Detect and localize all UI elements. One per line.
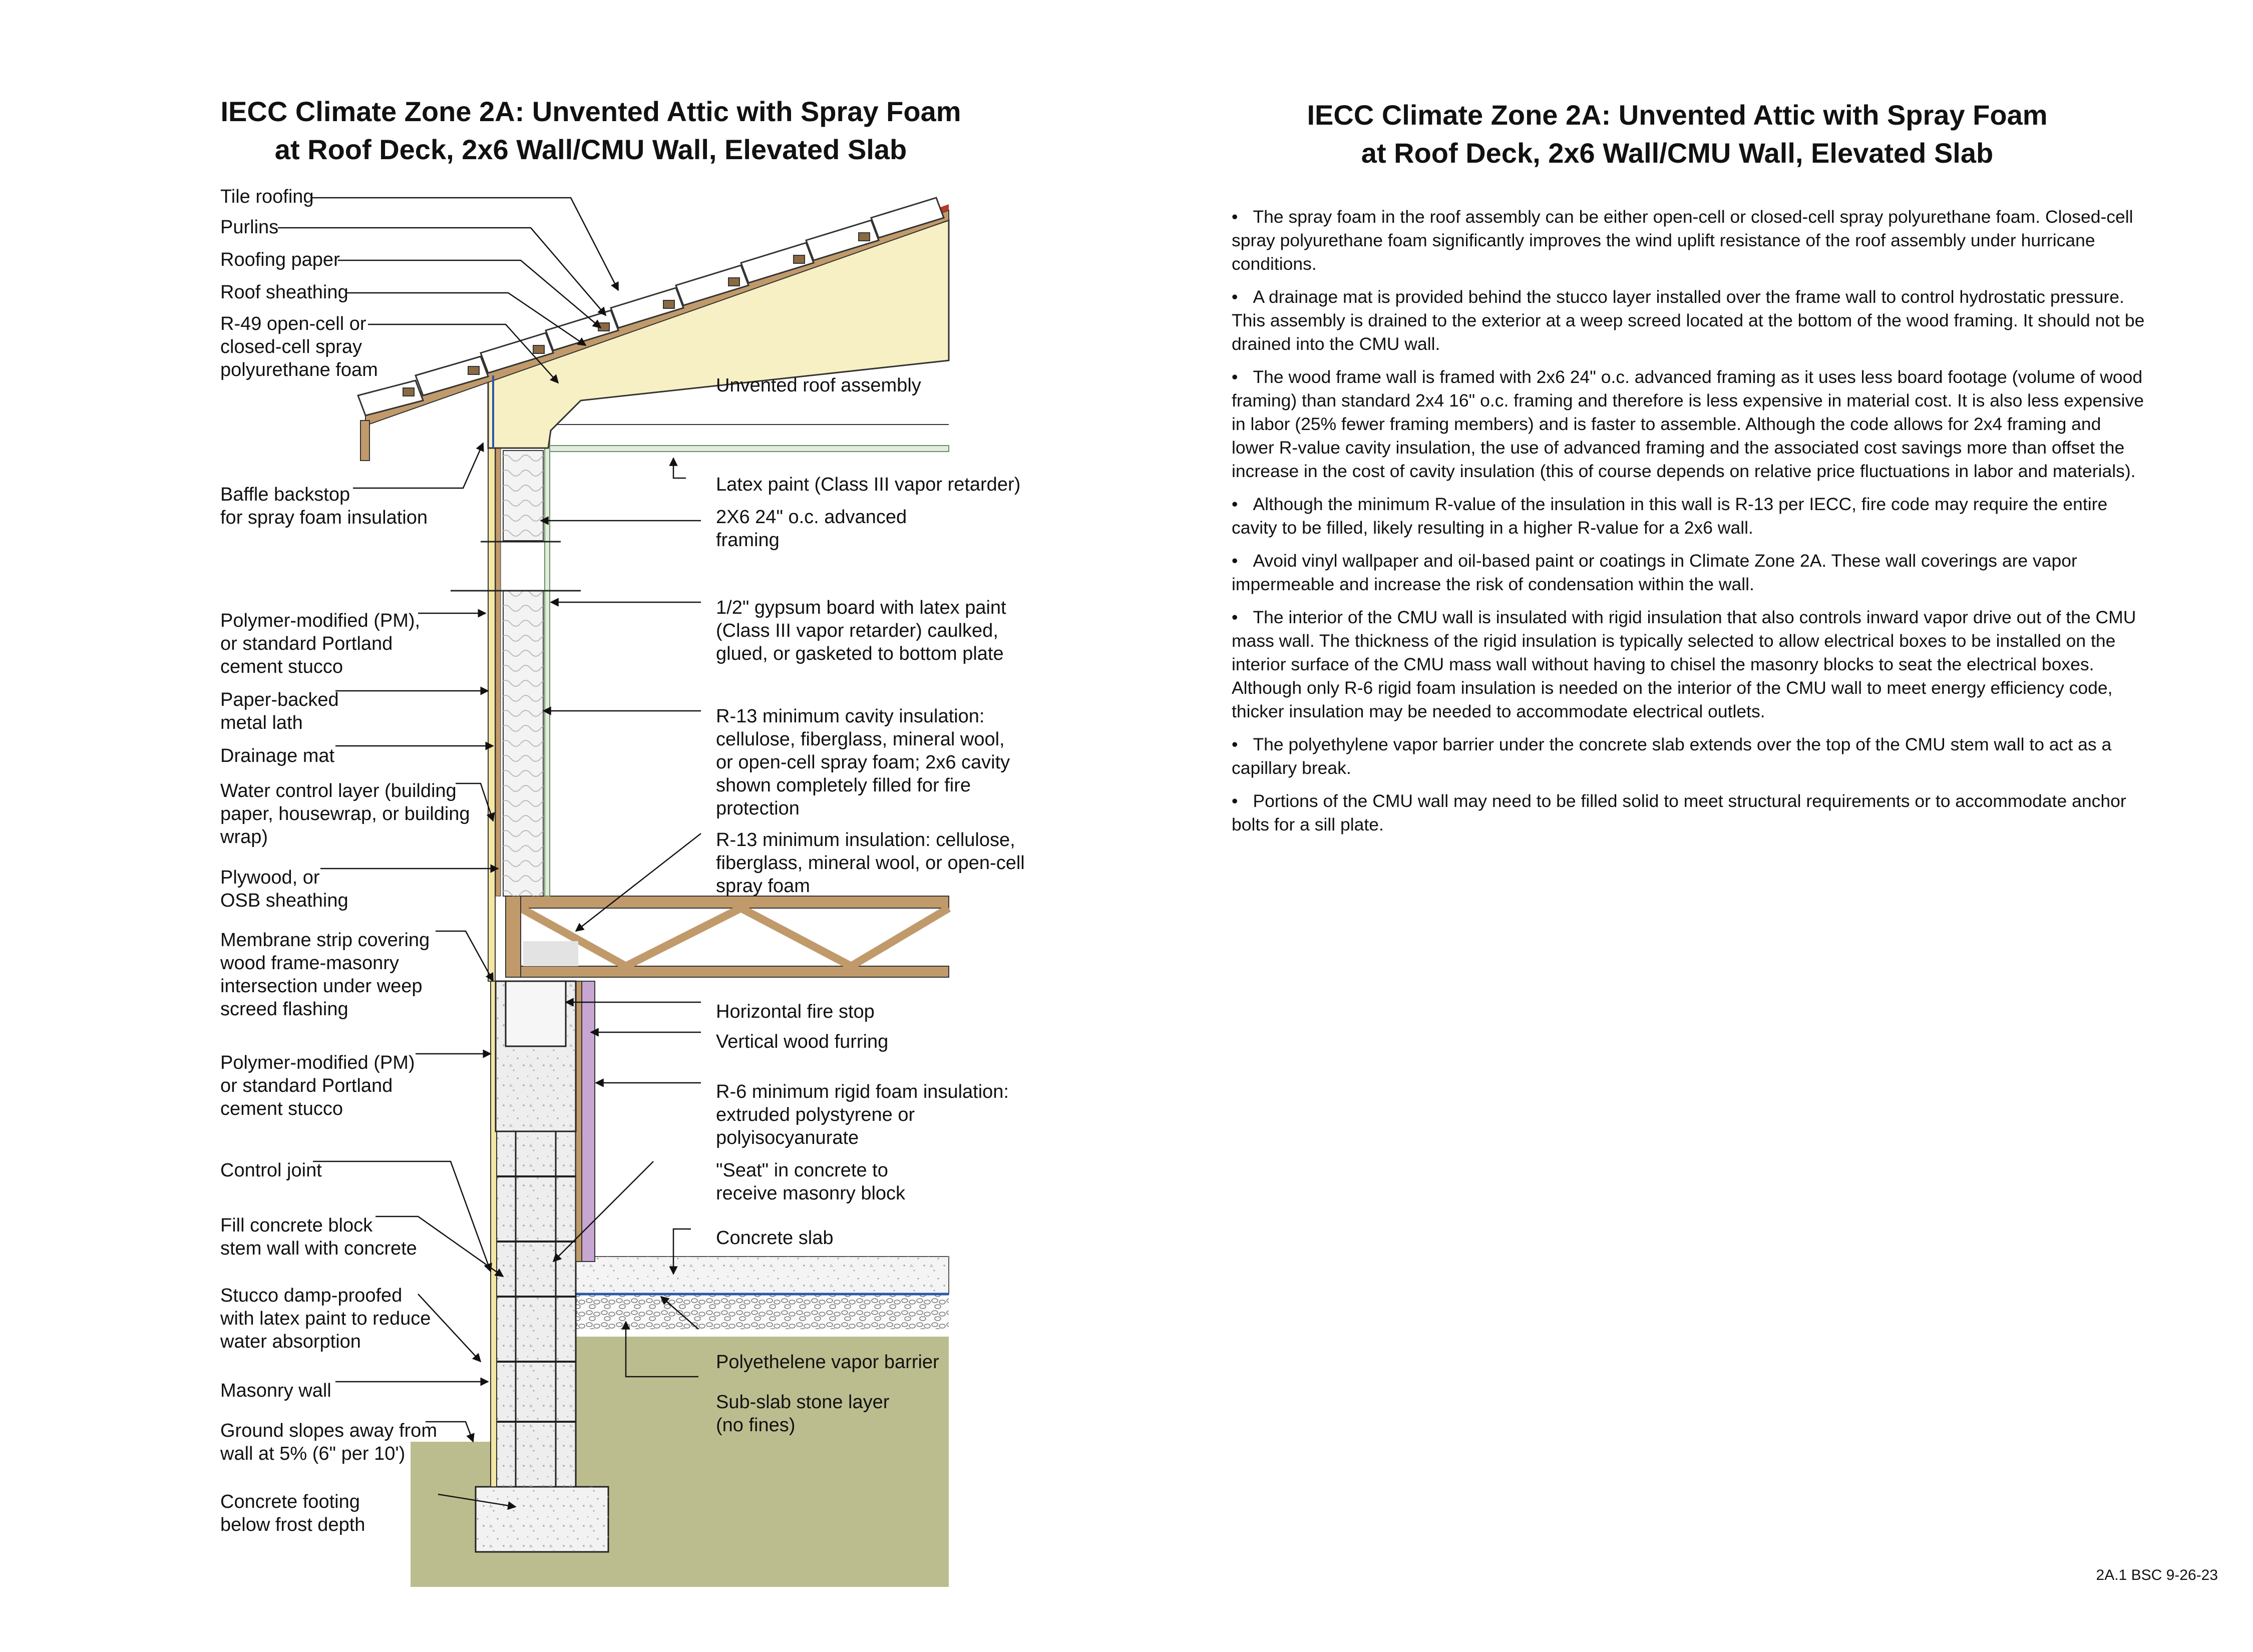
diagram-title-line-2: at Roof Deck, 2x6 Wall/CMU Wall, Elevated Slab xyxy=(274,134,907,165)
right-callout-10 xyxy=(716,1160,906,1204)
right-callout-1-line-1: Unvented roof assembly xyxy=(716,375,921,396)
note-item xyxy=(1232,733,2148,780)
note-item xyxy=(1232,493,2148,540)
note-text: Avoid vinyl wallpaper and oil-based paint or coatings in Climate Zone 2A. These wall coverings are vapor impermeable and increase the risk of condensation within the wall. xyxy=(1232,551,2077,594)
left-callout-9 xyxy=(220,745,335,766)
bullet-icon: • xyxy=(1232,734,1238,754)
notes-list xyxy=(1232,205,2148,846)
right-callout-9-line-1: R-6 minimum rigid foam insulation: xyxy=(716,1081,1009,1102)
left-callout-9-line-1: Drainage mat xyxy=(220,745,335,766)
left-callout-12-line-4: screed flashing xyxy=(220,999,348,1020)
note-text: A drainage mat is provided behind the stucco layer installed over the frame wall to control hydrostatic pressure. This assembly is drained to the exterior at a weep screed located at the bottom of the wood framing. It should not be drained into the CMU wall. xyxy=(1232,287,2145,354)
left-callout-1-line-1: Tile roofing xyxy=(220,186,314,207)
left-callout-12-line-1: Membrane strip covering xyxy=(220,930,430,951)
left-callout-10-line-2: paper, housewrap, or building xyxy=(220,803,470,824)
note-item xyxy=(1232,285,2148,356)
right-callout-3-line-2: framing xyxy=(716,530,780,551)
left-callout-13-line-2: or standard Portland xyxy=(220,1075,393,1096)
right-callout-5-line-5: protection xyxy=(716,798,800,819)
wall-cavity-insulation-upper-texture xyxy=(503,451,543,541)
right-callout-5-line-3: or open-cell spray foam; 2x6 cavity xyxy=(716,752,1010,773)
vertical-wood-furring xyxy=(576,981,582,1262)
right-callout-2 xyxy=(716,474,1020,495)
left-callout-7-line-3: cement stucco xyxy=(220,656,343,677)
right-callout-2-line-1: Latex paint (Class III vapor retarder) xyxy=(716,474,1021,495)
note-item xyxy=(1232,365,2148,483)
note-item xyxy=(1232,549,2148,596)
right-callout-4-line-2: (Class III vapor retarder) caulked, xyxy=(716,620,998,641)
left-callout-6-line-2: for spray foam insulation xyxy=(220,507,428,528)
left-callout-6 xyxy=(220,484,428,528)
left-callout-12 xyxy=(220,930,430,1020)
note-item xyxy=(1232,789,2148,837)
right-callout-4 xyxy=(716,597,1006,664)
section-drawing xyxy=(358,198,949,1587)
left-callout-15 xyxy=(220,1215,417,1259)
right-callout-4-line-1: 1/2" gypsum board with latex paint xyxy=(716,597,1006,618)
bullet-icon: • xyxy=(1232,551,1238,571)
fascia xyxy=(360,421,369,461)
right-callout-5-line-4: shown completely filled for fire xyxy=(716,775,971,796)
right-callout-13-line-1: Sub-slab stone layer xyxy=(716,1392,890,1413)
left-callout-11-line-1: Plywood, or xyxy=(220,867,320,888)
right-callout-6 xyxy=(716,830,1025,897)
left-callout-16-line-3: water absorption xyxy=(220,1331,361,1352)
right-callout-5-line-1: R-13 minimum cavity insulation: xyxy=(716,706,985,727)
left-callout-16-line-1: Stucco damp-proofed xyxy=(220,1285,403,1306)
right-callout-6-line-3: spray foam xyxy=(716,876,810,897)
left-callout-19-line-2: below frost depth xyxy=(220,1514,365,1535)
right-callout-3 xyxy=(716,507,907,551)
left-callout-5-line-1: R-49 open-cell or xyxy=(220,313,366,334)
right-callout-12 xyxy=(716,1352,939,1373)
right-callout-9 xyxy=(716,1081,1009,1148)
wall-section-diagram xyxy=(0,0,1101,1652)
bullet-icon: • xyxy=(1232,607,1238,627)
left-callout-11 xyxy=(220,867,348,911)
left-callout-15-line-1: Fill concrete block xyxy=(220,1215,373,1236)
bullet-icon: • xyxy=(1232,494,1238,514)
note-text: The spray foam in the roof assembly can be either open-cell or closed-cell spray polyurethane foam. Closed-cell spray polyurethane foam significantly improves the wind uplift resistance of the roof assembly under hurricane conditions. xyxy=(1232,207,2133,274)
right-callout-10-line-2: receive masonry block xyxy=(716,1183,906,1204)
floor-truss-bottom-chord xyxy=(506,966,949,977)
note-text: Portions of the CMU wall may need to be filled solid to meet structural requirements or to accommodate anchor bolts for a sill plate. xyxy=(1232,791,2126,835)
left-callout-14 xyxy=(220,1160,322,1181)
right-callout-11 xyxy=(716,1227,833,1249)
floor-truss-top-chord xyxy=(506,896,949,908)
left-callout-19-line-1: Concrete footing xyxy=(220,1491,360,1512)
left-callout-5-line-2: closed-cell spray xyxy=(220,336,362,357)
right-callout-6-line-1: R-13 minimum insulation: cellulose, xyxy=(716,830,1015,851)
rim-joist xyxy=(506,896,521,977)
left-callout-17 xyxy=(220,1380,331,1401)
diagram-title-line-1: IECC Climate Zone 2A: Unvented Attic with Spray Foam xyxy=(220,96,961,127)
wall-sheathing xyxy=(496,441,501,896)
left-callout-4 xyxy=(220,282,348,303)
left-callout-13 xyxy=(220,1052,415,1119)
left-callout-6-line-1: Baffle backstop xyxy=(220,484,350,505)
left-callout-5-line-3: polyurethane foam xyxy=(220,359,378,380)
right-callout-8-line-1: Vertical wood furring xyxy=(716,1031,889,1052)
left-callout-7 xyxy=(220,610,420,677)
left-callout-8-line-1: Paper-backed xyxy=(220,689,339,710)
left-callout-3-line-1: Roofing paper xyxy=(220,249,340,270)
note-text: Although the minimum R-value of the insulation in this wall is R-13 per IECC, fire code may require the entire cavity to be filled, likely resulting in a higher R-value for a 2x6 wall. xyxy=(1232,494,2108,538)
left-callout-2-line-1: Purlins xyxy=(220,217,279,238)
document-code: 2A.1 BSC 9-26-23 xyxy=(2096,1567,2218,1583)
bullet-icon: • xyxy=(1232,791,1238,811)
left-callout-3 xyxy=(220,249,340,270)
left-callout-5 xyxy=(220,313,378,380)
left-callout-12-line-2: wood frame-masonry xyxy=(220,953,399,974)
footing-texture xyxy=(476,1487,608,1552)
right-callout-9-line-3: polyisocyanurate xyxy=(716,1127,859,1148)
left-callout-7-line-2: or standard Portland xyxy=(220,633,393,654)
right-callout-4-line-3: glued, or gasketed to bottom plate xyxy=(716,643,1004,664)
left-callout-18-line-1: Ground slopes away from xyxy=(220,1420,437,1441)
right-callout-5 xyxy=(716,706,1010,819)
left-callout-11-line-2: OSB sheathing xyxy=(220,890,348,911)
left-callout-7-line-1: Polymer-modified (PM), xyxy=(220,610,421,631)
concrete-slab-texture xyxy=(576,1257,949,1294)
left-callout-16 xyxy=(220,1285,431,1352)
wall-stucco xyxy=(488,441,495,981)
left-callout-16-line-2: with latex paint to reduce xyxy=(220,1308,431,1329)
horizontal-fire-stop xyxy=(523,941,578,966)
right-callout-3-line-1: 2X6 24" o.c. advanced xyxy=(716,507,907,528)
right-callout-5-line-2: cellulose, fiberglass, mineral wool, xyxy=(716,729,1005,750)
bullet-icon: • xyxy=(1232,287,1238,307)
notes-title-line-1: IECC Climate Zone 2A: Unvented Attic with Spray Foam xyxy=(1307,99,2048,131)
right-callout-10-line-1: "Seat" in concrete to xyxy=(716,1160,888,1181)
bond-beam xyxy=(506,981,566,1046)
left-callout-1 xyxy=(220,186,314,207)
left-callout-4-line-1: Roof sheathing xyxy=(220,282,348,303)
left-callout-8-line-2: metal lath xyxy=(220,712,303,733)
left-callout-15-line-2: stem wall with concrete xyxy=(220,1238,417,1259)
notes-title xyxy=(1202,96,2153,172)
gypsum-board xyxy=(545,441,550,896)
right-callout-7-line-1: Horizontal fire stop xyxy=(716,1001,875,1022)
right-callout-13-line-2: (no fines) xyxy=(716,1415,796,1436)
right-callout-12-line-1: Polyethelene vapor barrier xyxy=(716,1352,939,1373)
sub-slab-stone-texture xyxy=(576,1294,949,1329)
note-text: The interior of the CMU wall is insulated with rigid insulation that also controls inward vapor drive out of the CMU mass wall. The thickness of the rigid insulation is typically selected to allow electrical boxes to be installed on the interior surface of the CMU mass wall without having to chisel the masonry blocks to seat the electrical boxes. Although only R-6 rigid foam insulation is needed on the interior of the CMU wall to meet energy efficiency code, thicker insulation may be needed to accommodate electrical outlets. xyxy=(1232,607,2136,721)
right-callout-8 xyxy=(716,1031,888,1052)
note-item xyxy=(1232,606,2148,723)
right-callout-6-line-2: fiberglass, mineral wool, or open-cell xyxy=(716,853,1025,874)
left-callout-10 xyxy=(220,780,470,848)
floor-truss-web xyxy=(521,908,949,966)
left-callout-2 xyxy=(220,217,278,238)
left-callout-8 xyxy=(220,689,339,733)
right-callout-9-line-2: extruded polystyrene or xyxy=(716,1104,915,1125)
left-callout-13-line-3: cement stucco xyxy=(220,1098,343,1119)
left-callout-10-line-3: wrap) xyxy=(220,827,268,848)
right-callout-7 xyxy=(716,1001,875,1022)
left-callout-18-line-2: wall at 5% (6" per 10') xyxy=(220,1443,406,1464)
rigid-foam-insulation xyxy=(581,981,595,1262)
bullet-icon: • xyxy=(1232,367,1238,387)
note-text: The polyethylene vapor barrier under the concrete slab extends over the top of the CMU stem wall to act as a capillary break. xyxy=(1232,734,2112,778)
ceiling-drywall xyxy=(550,446,949,452)
bullet-icon: • xyxy=(1232,207,1238,227)
left-callout-18 xyxy=(220,1420,437,1464)
left-callout-13-line-1: Polymer-modified (PM) xyxy=(220,1052,415,1073)
left-callout-17-line-1: Masonry wall xyxy=(220,1380,331,1401)
note-text: The wood frame wall is framed with 2x6 24" o.c. advanced framing as it uses less board footage (volume of wood framing) than standard 2x4 16" o.c. framing and therefore is less expensive in material cost. It is also less expensive in labor (25% fewer framing members) and is faster to assemble. Although the code allows for 2x4 framing and lower R-value cavity insulation, the use of advanced framing and the associated cost savings more than offset the increase in the cost of cavity insulation (this of course depends on relative price fluctuations in labor and materials). xyxy=(1232,367,2144,481)
left-callout-14-line-1: Control joint xyxy=(220,1160,322,1181)
left-callout-19 xyxy=(220,1491,365,1535)
right-callout-11-line-1: Concrete slab xyxy=(716,1227,834,1249)
wall-cavity-insulation-texture xyxy=(503,591,543,896)
right-callout-1 xyxy=(716,375,921,396)
note-item xyxy=(1232,205,2148,276)
left-callout-12-line-3: intersection under weep xyxy=(220,976,423,997)
left-callout-10-line-1: Water control layer (building xyxy=(220,780,457,801)
notes-title-line-2: at Roof Deck, 2x6 Wall/CMU Wall, Elevated Slab xyxy=(1361,137,1994,169)
